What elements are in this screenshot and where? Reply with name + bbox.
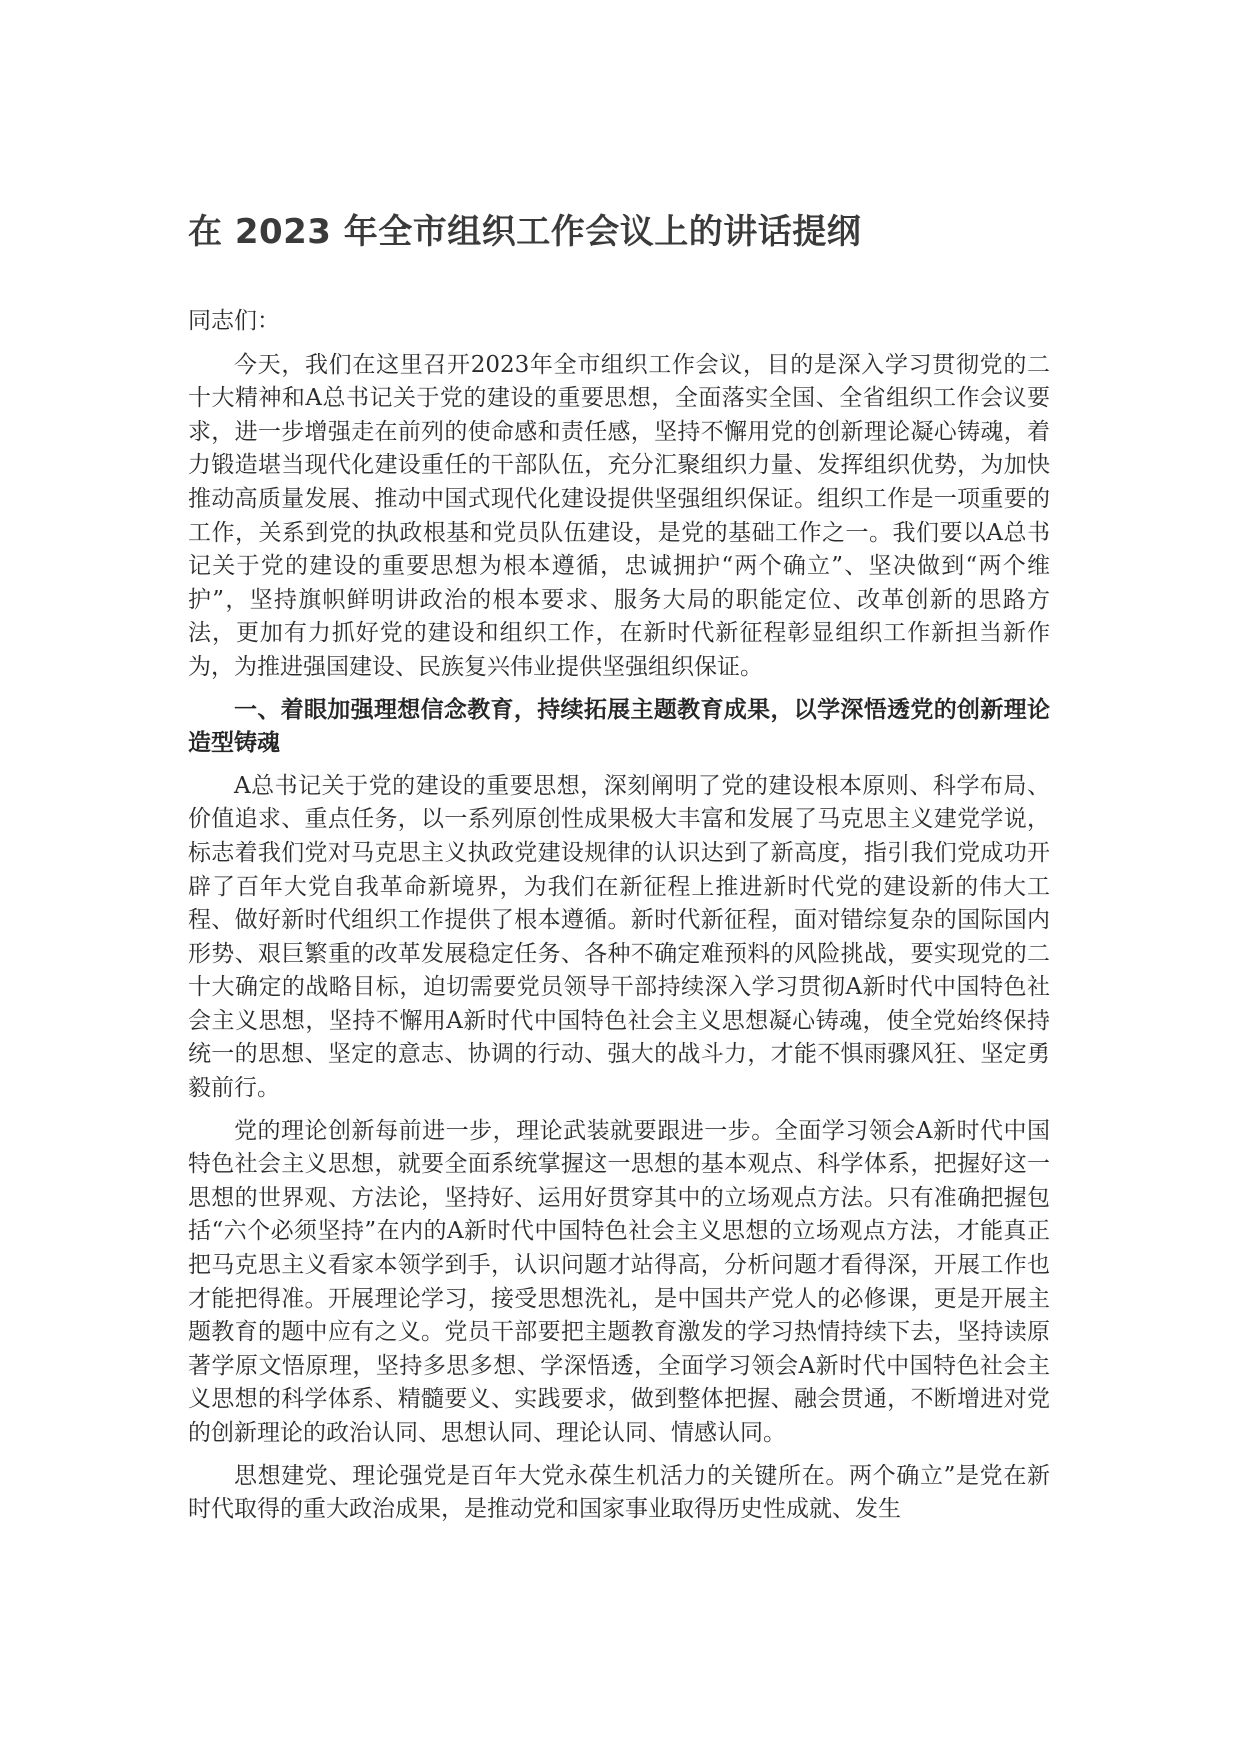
paragraph: 党的理论创新每前进一步，理论武装就要跟进一步。全面学习领会A新时代中国特色社会主义思想，就要全面系统掌握这一思想的基本观点、科学体系，把握好这一思想的世界观、方法论，坚持好、运用好贯穿其中的立场观点方法。只有准确把握包括“六个必须坚持”在内的A新时代中国特色社会主义思想的立场观点方法，才能真正把马克思主义看家本领学到手，认识问题才站得高，分析问题才看得深，开展工作也才能把得准。开展理论学习，接受思想洗礼，是中国共产党人的必修课，更是开展主题教育的题中应有之义。党员干部要把主题教育激发的学习热情持续下去，坚持读原著学原文悟原理，坚持多思多想、学深悟透，全面学习领会A新时代中国特色社会主义思想的科学体系、精髓要义、实践要求，做到整体把握、融会贯通，不断增进对党的创新理论的政治认同、思想认同、理论认同、情感认同。 [188,1117,1050,1446]
paragraph-intro: 今天，我们在这里召开2023年全市组织工作会议，目的是深入学习贯彻党的二十大精神和A总书记关于党的建设的重要思想，全面落实全国、全省组织工作会议要求，进一步增强走在前列的使命感和责任感，坚持不懈用党的创新理论凝心铸魂，着力锻造堪当现代化建设重任的干部队伍，充分汇聚组织力量、发挥组织优势，为加快推动高质量发展、推动中国式现代化建设提供坚强组织保证。组织工作是一项重要的工作，关系到党的执政根基和党员队伍建设，是党的基础工作之一。我们要以A总书记关于党的建设的重要思想为根本遵循，忠诚拥护“两个确立”、坚决做到“两个维护”，坚持旗帜鲜明讲政治的根本要求、服务大局的职能定位、改革创新的思路方法，更加有力抓好党的建设和组织工作，在新时代新征程彰显组织工作新担当新作为，为推进强国建设、民族复兴伟业提供坚强组织保证。 [188,351,1050,680]
document-body [188,305,1050,1536]
paragraph: 思想建党、理论强党是百年大党永葆生机活力的关键所在。两个确立”是党在新时代取得的重大政治成果，是推动党和国家事业取得历史性成就、发生 [188,1462,1050,1523]
section-heading-1: 一、着眼加强理想信念教育，持续拓展主题教育成果，以学深悟透党的创新理论造型铸魂 [188,696,1050,757]
document-title: 在 2023 年全市组织工作会议上的讲话提纲 [188,212,862,252]
paragraph: A总书记关于党的建设的重要思想，深刻阐明了党的建设根本原则、科学布局、价值追求、重点任务，以一系列原创性成果极大丰富和发展了马克思主义建党学说，标志着我们党对马克思主义执政党建设规律的认识达到了新高度，指引我们党成功开辟了百年大党自我革命新境界，为我们在新征程上推进新时代党的建设新的伟大工程、做好新时代组织工作提供了根本遵循。新时代新征程，面对错综复杂的国际国内形势、艰巨繁重的改革发展稳定任务、各种不确定难预料的风险挑战，要实现党的二十大确定的战略目标，迫切需要党员领导干部持续深入学习贯彻A新时代中国特色社会主义思想，坚持不懈用A新时代中国特色社会主义思想凝心铸魂，使全党始终保持统一的思想、坚定的意志、协调的行动、强大的战斗力，才能不惧雨骤风狂、坚定勇毅前行。 [188,772,1050,1102]
greeting: 同志们： [188,308,280,334]
